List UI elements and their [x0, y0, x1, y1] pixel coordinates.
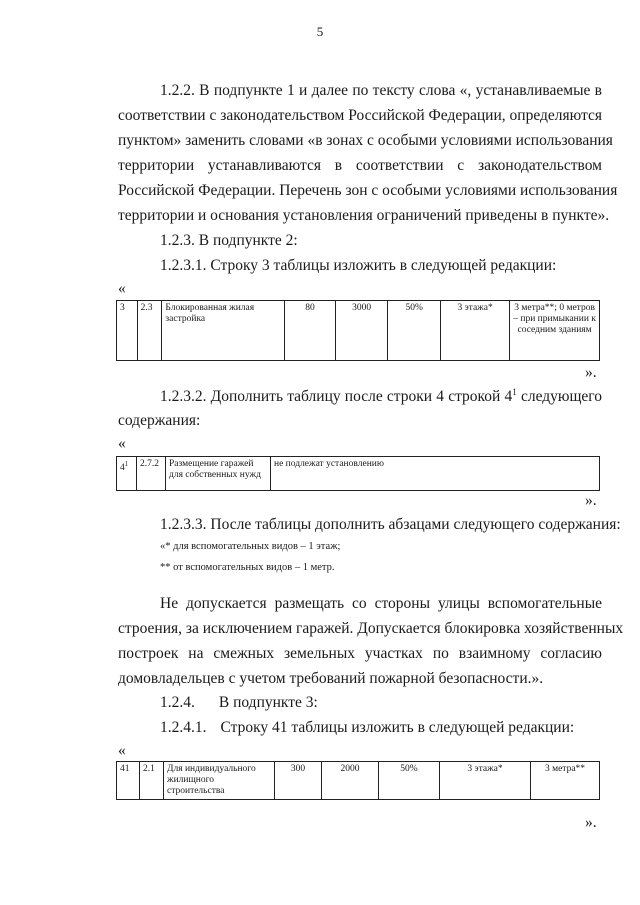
para-1-2-4 — [160, 694, 318, 712]
cell-name: Для индивидуального жилищного строительства — [164, 762, 275, 800]
para-1-2-3-2-line-2: содержания: — [118, 412, 201, 429]
cell-value: не подлежат установлению — [271, 457, 600, 491]
para-1-2-2-line-6: территории и основания установления ограничений приведены в пункте». — [118, 207, 610, 224]
para-1-2-3-2-end: следующего — [516, 388, 602, 406]
page-number: 5 — [316, 24, 324, 39]
cell-num: 3 — [117, 301, 138, 361]
cell-value-2: 2000 — [322, 762, 379, 800]
open-quote-2: « — [118, 435, 126, 452]
para-ne-line-1: Не допускается размещать со стороны улицы вспомогательные — [160, 595, 602, 612]
para-1-2-3-2-sup: 1 — [512, 387, 517, 397]
cell-num — [117, 457, 137, 491]
table-row-41 — [116, 761, 600, 800]
para-ne-line-3: построек на смежных земельных участках по взаимному согласию — [118, 645, 602, 662]
cell-value-1: 300 — [275, 762, 322, 800]
para-1-2-3-2-start: 1.2.3.2. Дополнить таблицу после строки 4 строкой 4 — [160, 388, 513, 406]
cell-code: 2.1 — [140, 762, 164, 800]
cell-num-base: 4 — [120, 463, 125, 474]
close-quote-3: ». — [585, 814, 597, 831]
cell-value-5: 3 метра**; 0 метров – при примыкании к соседним зданиям — [510, 301, 600, 361]
para-1-2-3: 1.2.3. В подпункте 2: — [160, 232, 298, 249]
open-quote-1: « — [118, 280, 126, 297]
para-1-2-2-line-4: территории устанавливаются в соответствии с законодательством — [118, 157, 602, 174]
para-1-2-4-1 — [160, 719, 574, 737]
cell-value-3: 50% — [379, 762, 440, 800]
para-1-2-2-line-3: пунктом» заменить словами «в зонах с особыми условиями использования — [118, 132, 613, 149]
para-1-2-4-text: В подпункте 3: — [218, 694, 318, 711]
cell-name: Размещение гаражей для собственных нужд — [166, 457, 271, 491]
cell-value-1: 80 — [285, 301, 336, 361]
para-1-2-3-2-line-1 — [160, 387, 602, 406]
para-1-2-3-1: 1.2.3.1. Строку 3 таблицы изложить в следующей редакции: — [160, 257, 557, 274]
para-1-2-4-1-number: 1.2.4.1. — [160, 719, 207, 736]
table-row-4-1 — [116, 456, 600, 491]
cell-num: 41 — [117, 762, 140, 800]
para-1-2-4-1-text: Строку 41 таблицы изложить в следующей редакции: — [220, 719, 575, 736]
para-ne-line-4: домовладельцев с учетом требований пожарной безопасности.». — [118, 670, 544, 687]
footnote-1: «* для вспомогательных видов – 1 этаж; — [160, 541, 341, 552]
cell-value-3: 50% — [388, 301, 441, 361]
open-quote-3: « — [118, 742, 126, 759]
cell-value-4: 3 этажа* — [440, 762, 531, 800]
para-1-2-4-number: 1.2.4. — [160, 694, 195, 711]
para-1-2-2-line-5: Российской Федерации. Перечень зон с особыми условиями использования — [118, 182, 618, 199]
table-row-3 — [116, 300, 600, 361]
para-1-2-2-line-2: соответствии с законодательством Российской Федерации, определяются — [118, 107, 602, 124]
cell-value-4: 3 этажа* — [441, 301, 510, 361]
cell-name: Блокированная жилая застройка — [162, 301, 285, 361]
para-1-2-2-line-1: 1.2.2. В подпункте 1 и далее по тексту слова «, устанавливаемые в — [160, 82, 602, 99]
close-quote-1: ». — [585, 364, 597, 381]
footnote-2: ** от вспомогательных видов – 1 метр. — [160, 562, 335, 573]
cell-code: 2.3 — [137, 301, 162, 361]
cell-num-sup: 1 — [124, 460, 129, 468]
para-1-2-3-3: 1.2.3.3. После таблицы дополнить абзацами следующего содержания: — [160, 516, 621, 533]
close-quote-2: ». — [585, 492, 597, 509]
cell-value-2: 3000 — [335, 301, 388, 361]
para-ne-line-2: строения, за исключением гаражей. Допускается блокировка хозяйственных — [118, 620, 624, 637]
cell-value-5: 3 метра** — [531, 762, 600, 800]
cell-code: 2.7.2 — [137, 457, 166, 491]
